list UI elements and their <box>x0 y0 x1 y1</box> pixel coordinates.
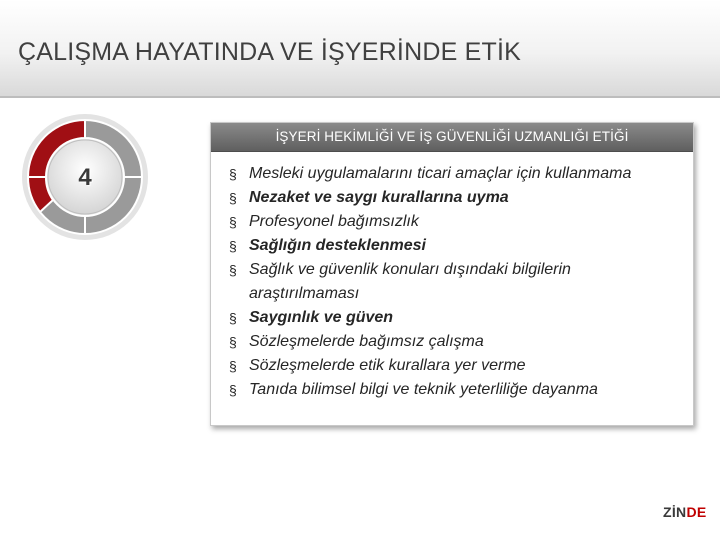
panel-header: İŞYERİ HEKİMLİĞİ VE İŞ GÜVENLİĞİ UZMANLIĞI ETİĞİ <box>211 123 693 152</box>
logo-part-2: DE <box>686 504 707 520</box>
section-progress-ring <box>20 112 155 247</box>
list-item <box>215 378 685 402</box>
bullet-icon: § <box>229 166 237 182</box>
section-number: 4 <box>78 164 92 191</box>
header-divider <box>0 96 720 98</box>
list-item-text: Sözleşmelerde bağımsız çalışma <box>249 333 484 350</box>
list-item-text: Nezaket ve saygı kurallarına uyma <box>249 189 509 206</box>
list-item <box>215 330 685 354</box>
list-item <box>215 210 685 234</box>
bullet-icon: § <box>229 262 237 278</box>
list-item-text: Sağlık ve güvenlik konuları dışındaki bilgilerin araştırılmaması <box>249 261 571 302</box>
list-item-text: Saygınlık ve güven <box>249 309 394 326</box>
bullet-icon: § <box>229 310 237 326</box>
bullet-icon: § <box>229 190 237 206</box>
zinde-logo <box>663 504 707 520</box>
bullet-icon: § <box>229 334 237 350</box>
list-item <box>215 186 685 210</box>
slide-title: ÇALIŞMA HAYATINDA VE İŞYERİNDE ETİK <box>18 38 521 66</box>
list-item-text: Sağlığın desteklenmesi <box>249 237 426 254</box>
list-item-text: Mesleki uygulamalarını ticari amaçlar için kullanmama <box>249 165 632 182</box>
ethics-list <box>211 152 693 402</box>
list-item-text: Profesyonel bağımsızlık <box>249 213 419 230</box>
list-item-text: Sözleşmelerde etik kurallara yer verme <box>249 357 526 374</box>
logo-part-1: ZİN <box>663 504 687 520</box>
bullet-icon: § <box>229 238 237 254</box>
ethics-panel <box>210 122 694 426</box>
list-item <box>215 234 685 258</box>
list-item <box>215 258 685 306</box>
bullet-icon: § <box>229 358 237 374</box>
list-item <box>215 354 685 378</box>
bullet-icon: § <box>229 382 237 398</box>
list-item <box>215 306 685 330</box>
list-item <box>215 162 685 186</box>
bullet-icon: § <box>229 214 237 230</box>
list-item-text: Tanıda bilimsel bilgi ve teknik yeterliliğe dayanma <box>249 381 598 398</box>
